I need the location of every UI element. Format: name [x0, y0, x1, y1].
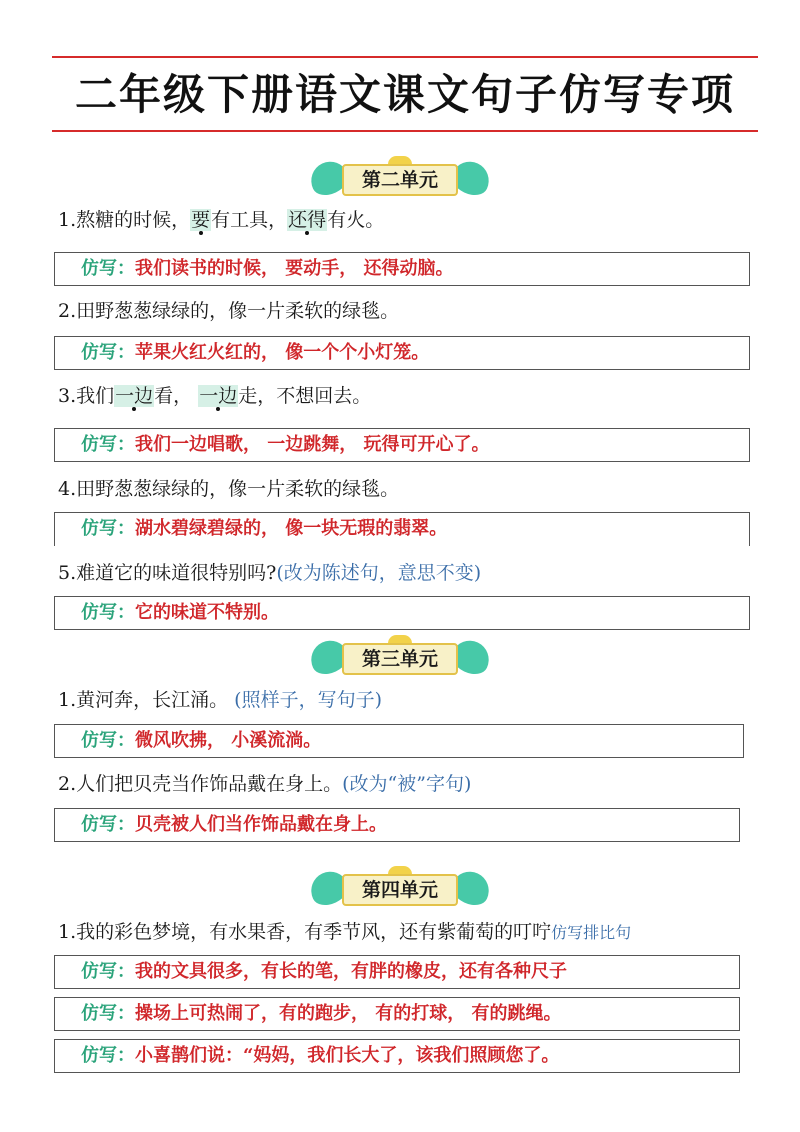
- answer-label: 仿写：: [81, 518, 135, 539]
- instruction-note: (改为陈述句，意思不变): [276, 562, 482, 584]
- answer-label: 仿写：: [81, 434, 135, 455]
- question: 1.黄河奔，长江涌。 (照样子，写句子): [58, 689, 383, 711]
- answer-box: [54, 808, 740, 842]
- answer-text: 我们读书的时候， 要动手， 还得动脑。: [135, 258, 454, 279]
- question: 1.我的彩色梦境，有水果香，有季节风，还有紫葡萄的叮咛仿写排比句: [58, 921, 632, 943]
- answer-box: [54, 955, 740, 989]
- answer-text: 贝壳被人们当作饰品戴在身上。: [135, 814, 387, 835]
- unit-title: 第四单元: [342, 874, 458, 906]
- answer-label: 仿写：: [81, 730, 135, 751]
- answer-label: 仿写：: [81, 342, 135, 363]
- answer-label: 仿写：: [81, 814, 135, 835]
- answer-text: 苹果火红火红的， 像一个个小灯笼。: [135, 342, 430, 363]
- answer-box: [54, 252, 750, 286]
- answer-label: 仿写：: [81, 961, 135, 982]
- answer-box: [54, 1039, 740, 1073]
- unit-title: 第三单元: [342, 643, 458, 675]
- answer-box: [54, 724, 744, 758]
- instruction-note: (改为“被”字句): [342, 773, 472, 795]
- unit-title: 第二单元: [342, 164, 458, 196]
- unit-banner: [300, 866, 500, 910]
- question: 2.人们把贝壳当作饰品戴在身上。(改为“被”字句): [58, 773, 472, 795]
- question: 2.田野葱葱绿绿的，像一片柔软的绿毯。: [58, 300, 400, 322]
- answer-text: 小喜鹊们说：“妈妈，我们长大了，该我们照顾您了。: [135, 1045, 560, 1066]
- answer-text: 微风吹拂， 小溪流淌。: [135, 730, 322, 751]
- question: 5.难道它的味道很特别吗?(改为陈述句，意思不变): [58, 562, 482, 584]
- answer-text: 它的味道不特别。: [135, 602, 279, 623]
- answer-box: [54, 596, 750, 630]
- answer-label: 仿写：: [81, 1045, 135, 1066]
- question: 3.我们一边看， 一边走，不想回去。: [58, 385, 372, 407]
- unit-banner: [300, 635, 500, 679]
- answer-box: [54, 997, 740, 1031]
- page-title: 二年级下册语文课文句子仿写专项: [74, 70, 735, 119]
- highlighted-word: 一边: [115, 385, 154, 407]
- instruction-note: 仿写排比句: [551, 923, 632, 942]
- title-top-rule: [52, 56, 758, 58]
- answer-text: 湖水碧绿碧绿的， 像一块无瑕的翡翠。: [135, 518, 448, 539]
- answer-box: [54, 512, 750, 546]
- highlighted-word: 要: [191, 209, 211, 231]
- highlighted-word: 还得: [288, 209, 327, 231]
- question: 4.田野葱葱绿绿的，像一片柔软的绿毯。: [58, 478, 400, 500]
- answer-label: 仿写：: [81, 602, 135, 623]
- unit-banner: [300, 156, 500, 200]
- answer-text: 我们一边唱歌， 一边跳舞， 玩得可开心了。: [135, 434, 490, 455]
- answer-box: [54, 336, 750, 370]
- instruction-note: (照样子，写句子): [228, 689, 383, 711]
- answer-text: 我的文具很多，有长的笔，有胖的橡皮，还有各种尺子: [135, 961, 567, 982]
- question: 1.熬糖的时候，要有工具，还得有火。: [58, 209, 385, 231]
- title-bottom-rule: [52, 130, 758, 132]
- answer-label: 仿写：: [81, 258, 135, 279]
- answer-text: 操场上可热闹了，有的跑步， 有的打球， 有的跳绳。: [135, 1003, 562, 1024]
- answer-box: [54, 428, 750, 462]
- highlighted-word: 一边: [199, 385, 238, 407]
- answer-label: 仿写：: [81, 1003, 135, 1024]
